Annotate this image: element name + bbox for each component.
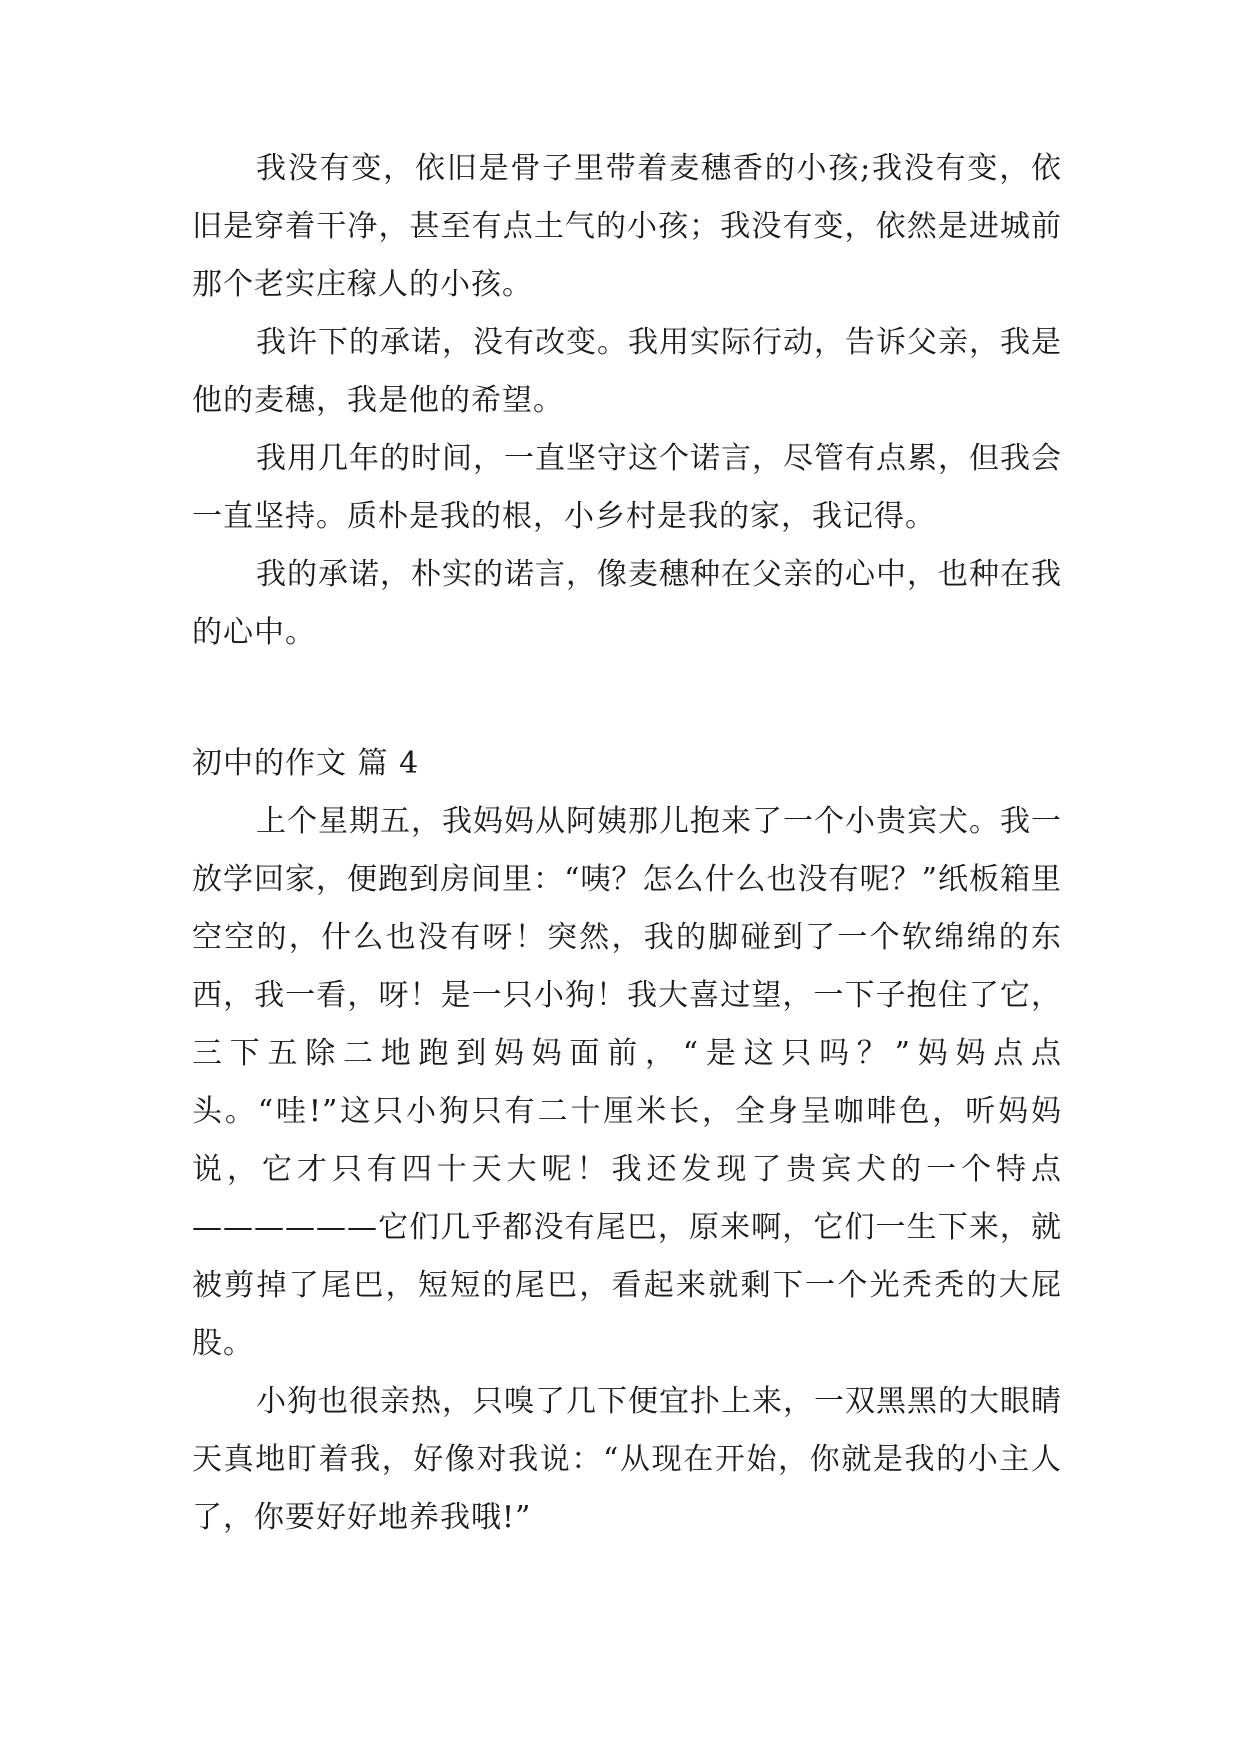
paragraph: 小狗也很亲热，只嗅了几下便宜扑上来，一双黑黑的大眼睛天真地盯着我，好像对我说：“从现在开始，你就是我的小主人了，你要好好地养我哦!” — [192, 1384, 1062, 1535]
essay-section-2 — [192, 793, 1062, 1547]
paragraph: 我没有变，依旧是骨子里带着麦穗香的小孩;我没有变，依旧是穿着干净，甚至有点土气的小孩；我没有变，依然是进城前那个老实庄稼人的小孩。 — [192, 151, 1062, 302]
section-title: 初中的作文 篇 4 — [192, 746, 420, 781]
essay-section-1 — [192, 140, 1062, 662]
paragraph: 上个星期五，我妈妈从阿姨那儿抱来了一个小贵宾犬。我一放学回家，便跑到房间里：“咦？怎么什么也没有呢？”纸板箱里空空的，什么也没有呀！突然，我的脚碰到了一个软绵绵的东西，我一看，呀！是一只小狗！我大喜过望，一下子抱住了它，三下五除二地跑到妈妈面前，“是这只吗？”妈妈点点头。“哇!”这只小狗只有二十厘米长，全身呈咖啡色，听妈妈说，它才只有四十天大呢！我还发现了贵宾犬的一个特点——————它们几乎都没有尾巴，原来啊，它们一生下来，就被剪掉了尾巴，短短的尾巴，看起来就剩下一个光秃秃的大屁股。 — [192, 804, 1062, 1361]
paragraph: 我用几年的时间，一直坚守这个诺言，尽管有点累，但我会一直坚持。质朴是我的根，小乡村是我的家，我记得。 — [192, 441, 1062, 534]
paragraph: 我许下的承诺，没有改变。我用实际行动，告诉父亲，我是他的麦穗，我是他的希望。 — [192, 325, 1062, 418]
paragraph: 我的承诺，朴实的诺言，像麦穗种在父亲的心中，也种在我的心中。 — [192, 557, 1062, 650]
